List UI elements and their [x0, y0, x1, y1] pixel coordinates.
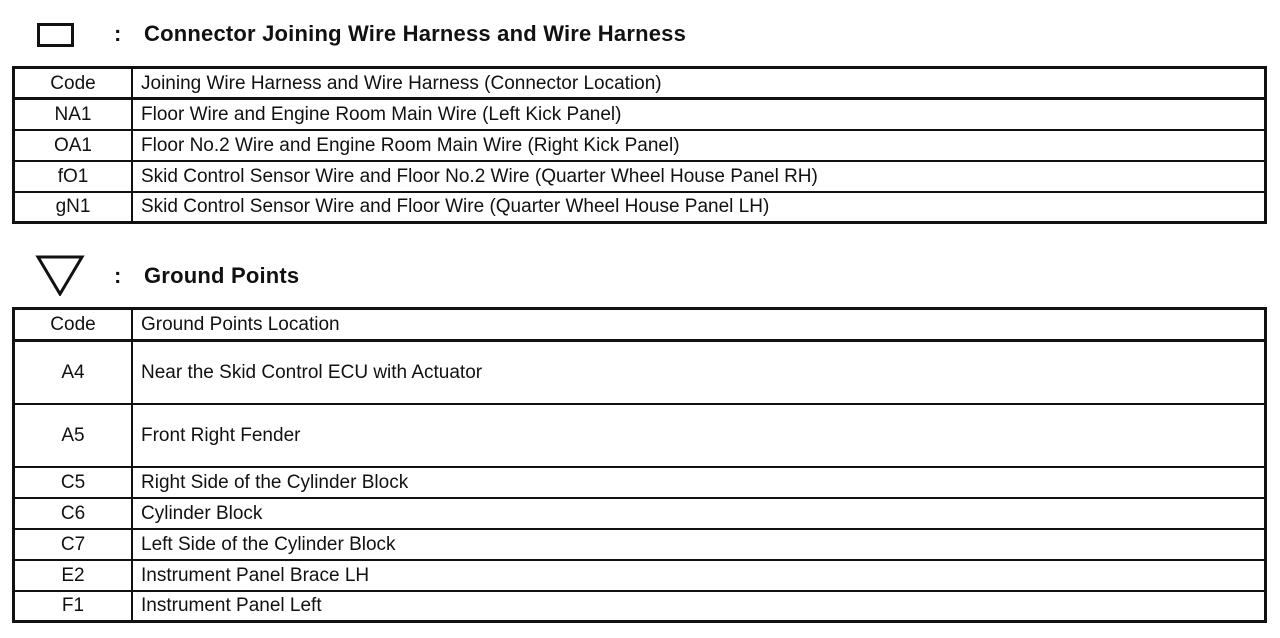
- row-description: Right Side of the Cylinder Block: [132, 467, 1266, 498]
- heading-colon: :: [114, 21, 122, 46]
- table-row: [14, 192, 1266, 223]
- row-description: Left Side of the Cylinder Block: [132, 529, 1266, 560]
- heading-colon: :: [114, 263, 122, 288]
- table-row: [14, 560, 1266, 591]
- table-row: [14, 161, 1266, 192]
- row-code: C6: [14, 498, 133, 529]
- row-code: C7: [14, 529, 133, 560]
- row-code: C5: [14, 467, 133, 498]
- row-code: NA1: [14, 99, 133, 130]
- row-code: gN1: [14, 192, 133, 223]
- row-description: Skid Control Sensor Wire and Floor Wire (Quarter Wheel House Panel LH): [132, 192, 1266, 223]
- row-description: Instrument Panel Left: [132, 591, 1266, 622]
- row-code: E2: [14, 560, 133, 591]
- row-description: Floor No.2 Wire and Engine Room Main Wire (Right Kick Panel): [132, 130, 1266, 161]
- table-header-row: [14, 309, 1266, 341]
- connector-table: [12, 66, 1267, 224]
- table-row: [14, 404, 1266, 467]
- row-description: Front Right Fender: [132, 404, 1266, 467]
- connector-section-heading: [0, 12, 1280, 56]
- triangle-down-icon: [35, 254, 85, 296]
- code-header: Code: [14, 309, 133, 341]
- row-description: Instrument Panel Brace LH: [132, 560, 1266, 591]
- row-description: Floor Wire and Engine Room Main Wire (Left Kick Panel): [132, 99, 1266, 130]
- row-code: OA1: [14, 130, 133, 161]
- connector-section-title: Connector Joining Wire Harness and Wire Harness: [144, 21, 687, 46]
- row-code: A5: [14, 404, 133, 467]
- square-icon: [37, 23, 74, 47]
- table-row: [14, 591, 1266, 622]
- ground-section-heading: [0, 252, 1280, 296]
- description-header: Joining Wire Harness and Wire Harness (Connector Location): [132, 68, 1266, 99]
- table-header-row: [14, 68, 1266, 99]
- ground-section-title: Ground Points: [144, 263, 300, 288]
- table-row: [14, 467, 1266, 498]
- row-code: F1: [14, 591, 133, 622]
- table-row: [14, 99, 1266, 130]
- table-row: [14, 498, 1266, 529]
- row-code: fO1: [14, 161, 133, 192]
- table-row: [14, 341, 1266, 404]
- table-row: [14, 529, 1266, 560]
- row-code: A4: [14, 341, 133, 404]
- row-description: Cylinder Block: [132, 498, 1266, 529]
- ground-points-table: [12, 307, 1267, 623]
- row-description: Skid Control Sensor Wire and Floor No.2 Wire (Quarter Wheel House Panel RH): [132, 161, 1266, 192]
- table-row: [14, 130, 1266, 161]
- code-header: Code: [14, 68, 133, 99]
- row-description: Near the Skid Control ECU with Actuator: [132, 341, 1266, 404]
- description-header: Ground Points Location: [132, 309, 1266, 341]
